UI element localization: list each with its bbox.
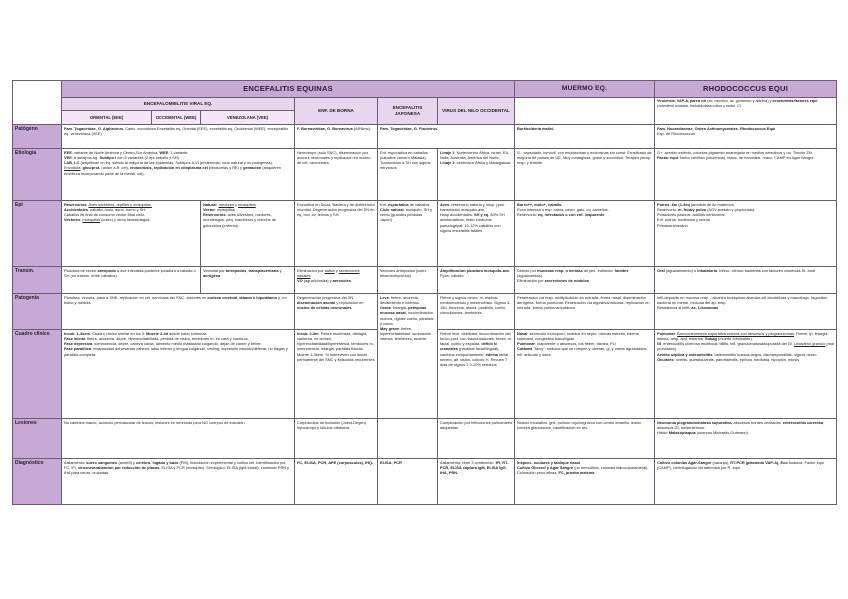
- cuadro-rhodo: Pulmonar: Bronconeumonía supurativa crónica con abscesos y piogranulomas. Fiebre, tp. letargia, disnea, resp. abd, estertos. Subag (muerte fulminante). GI: enterocolitis ulcerosa multifocal, tiflitis, infl. granulomatosa/supurada del GI. Linfadeno granulo (mal pronóstico) Artritis séptica y osteomielitis: osteomielitis huesos largos, discoespondilitis- signos neuro. Oculares: uveítis, queratouveítis, panoftalmitis, epífora, fotofobia, hipopión, miosis: [655, 330, 837, 419]
- transm-nilo: Amplificación picadura mosquito-ave. Ppos: caballo.: [438, 267, 515, 294]
- row-label-patogeno: Patógeno: [13, 125, 62, 149]
- header-venezolana: VENEZOLANA (VEE): [201, 111, 295, 125]
- rhodo-virulence-intro: Virulencia: VAP-A, pared cél (ac. micólico, ac. glutámico y alanina) y exoenzimas/factores equi (colesterol oxidasa, fosfolidrolasa colina y fosfol. C): [655, 98, 837, 125]
- etiologia-eev: EEE: variante de Norte América y Centro-Sur América. WEE: 1 variante VEE: 6 subtipos Ag. Subtipo I con 5 variantes (2 epi-caballo y SH). I-AB, I-C (amplifican en eq. siendo la mayoría de las epidemias. Subtipos II-VI (endémicas, ciclo natural y no patógenas). Envoltura: glicoprot. (unión a R. cel), endocitosis, replicación en citoplasma cél (ribosomas y RE) y gemación (adquieren envoltura incorporando parte de la memb. cel).: [62, 149, 295, 201]
- transm-rhodo: Oral (agua/alimento) o inhalatoria. Infecc. clínica: bacterias con factores virulencia-Sl- amb: [655, 267, 837, 294]
- patogeno-jap-nilo: Fam. Togaviridae, G. Flavivirus.: [378, 125, 515, 149]
- epi-rhodo: Potros -6m (1-3m) jamblida de Ac maternos. Reservorio: m. fecaly polvo (AGV acetato y propionato). Portadores pasivos: adultos herbívoros. Enf. potros: endémica y mortal. Primavera/verano: [655, 201, 837, 267]
- header-japonesa: ENCEFALITIS JAPONESA: [378, 98, 438, 125]
- row-label-patogenia: Patogenia: [13, 294, 62, 330]
- summary-table: [12, 80, 837, 505]
- lesiones-muermo: Nódulo exudativo, gris, pulmón rojo/negruzco con centro amarillo, lesión corteza granulación, caseificación en arv.: [515, 419, 655, 459]
- row-label-etiologia: Etiología: [13, 149, 62, 201]
- lesiones-nilo: Complicación por infecciones pulmonares adquiridas: [438, 419, 515, 459]
- header-nilo: VIRUS DEL NILO OCCIDENTAL: [438, 98, 515, 125]
- lesiones-eev: No cambios macro, acúmulo perivascular de leucos, lesiones en neuronas pero NO cuerpos de inclusión.: [62, 419, 295, 459]
- patogenia-borna: Degeneración progresiva del SN, diseminación axonal y replicación en núcleo de células neuronales.: [295, 294, 378, 330]
- etiologia-jap: Enf. esporádica en caballos (caballos carnero Malasia). Transmisión a SH con signos nerviosos: [378, 149, 438, 201]
- muermo-header-blank: [515, 98, 655, 125]
- patogeno-rhodo: Fam. Nocardiaceae, Orden Actinomycetales. Rhodococcus Equi Esp. de Rhodococcus: [655, 125, 837, 149]
- epi-jap: Enf. esporádica de caballos. Ciclo natural: mosquito, SH y cerdo (grandes pérdidas Japón): [378, 201, 438, 267]
- diagnostico-muermo: Inspecc. oculares y tablique nasal Cultivo Glicerol y Agar Sangre (no hemolítica, colonias blanco/parameral). Coloración peco eficaz. FC, prueba maleína: [515, 459, 655, 505]
- header-oriental: ORIENTAL (EEE): [62, 111, 152, 125]
- lesiones-borna: Corpúsculos de inclusión (Joest-Degen) hipocampo y lóbulos olfatorios.: [295, 419, 378, 459]
- epi-borna: Enzoótica en Suiza, Baviera y de distribución mundial. Degeneración progresiva del SN en eq, bov, ov, felinos y SH.: [295, 201, 378, 267]
- header-rhodococcus: RHODOCOCCUS EQUI: [655, 81, 837, 98]
- header-borna: ENF. DE BORNA: [295, 98, 378, 125]
- lesiones-jap: [378, 419, 438, 459]
- patogeno-borna: F. Bornaviridae, G. Bornavirus (ARNmc).: [295, 125, 378, 149]
- row-label-diagnostico: Diagnóstico: [13, 459, 62, 505]
- patogenia-nilo: Fiebre y signos neuro: m. espinal, romboencéfalo y mesencéfalo. Signos 3-15d. Anorexia, ataxia, parálisis, cuello, convulsiones, temblores.: [438, 294, 515, 330]
- header-occidental: OCCIDENTAL (WEE): [152, 111, 201, 125]
- patogeno-eev: Fam. Togaviridae, G. Alphavirus. Canic. zoonóticos Encefalitis eq. Oriental (EEE), encefalitis eq. Occidental (WEE), encephalitis eq. venezolana (VEE): [62, 125, 295, 149]
- transm-oriental-occidental: Picadura de vector artrópodo a ave infectada-posterior picadura a caballo o SH (no transm. entre caballos).: [62, 267, 201, 294]
- transm-venezolana: Vectorial por artrópodos, transplacentaria y aerógena: [201, 267, 295, 294]
- row-label-epi: Epi: [13, 201, 62, 267]
- cuadro-borna: Incub. 2-3m. Fiebre moderada, disfagia, sialorrea, no comen, hiperexcitabilidad/hiperestesia, temblores m., somnolencia, letargia, parálisis flácida. Muerte 1-3sem. Si sobreviven con lesión permanente del SNC y episodios recurrentes: [295, 330, 378, 419]
- cuadro-muermo: Nasal: secreción mucopuru, nódulos en septo, úlceras estrella, edema submand, congestión bacofrigido. Pulmonar: inaparente o abscesos, tos fiebre, disnea, PU Cutánea "farcy": nódulos que se rompen y ulceran, gl. y vasos agrandados, infl. articular y ósea.: [515, 330, 655, 419]
- patogenia-eev: Picadura- viremia- paso a SHE- replicación en cél, nerviosas del SNC- lesiones en corteza cerebral, tálamo e hipotálamo y -en bulbo y médula.: [62, 294, 295, 330]
- row-label-cuadro: Cuadro clínico: [13, 330, 62, 419]
- patogenia-muermo: Penetración vía resp- multiplicación en entrada- forma nasal- diseminación aerógena- forma pulmonar. Penetración vía digestiva/mucosa- replicación en entrada- forma pulmonar/cutánea: [515, 294, 655, 330]
- diagnostico-nilo: Aislamiento: nivel 3 contención. IFI, RT-PCR, ELISA captura IgM, ELISA IgG, IHA, PRN.: [438, 459, 515, 505]
- transm-jap: Vectores artrópodos (culex tritaeniorhynchus): [378, 267, 438, 294]
- epi-venezolana: Natural: roedores y mosquitos. Vector: mosquitos Reservorios: aves silvestres, roedores, murciélagos, peq. mamíferos y chinche de golondrina (invierno).: [201, 201, 295, 267]
- row-label-transm: Transm.: [13, 267, 62, 294]
- etiologia-nilo: Linaje 1: Norte/centro África, Israel, EU, India, Australia, América del Norte. Linaje 2: centro/sur África y Madagascar.: [438, 149, 515, 201]
- epi-oriental-occidental: Reservorios: Aves silvestres, reptiles y mosquitos. Accidentales: caballo, mulo, asno, homo y SH. Caballos es final de consumo vector-final ciclo. Vectores: mosquitos (culex) y otros hematófagos.: [62, 201, 201, 267]
- row-label-lesiones: Lesiones: [13, 419, 62, 459]
- lesiones-rhodo: Neumonía piogranulomatosa supurativa, abscesos bordes venitados, enterocolitis ulcerosa, abscesos GI, mesentéricos. Histio: Malacoplaquia (cuerpos Michaelis-Gutmann): [655, 419, 837, 459]
- patogenia-cuadro-jap: Leve: fiebre, anorexia, decaimiento e ictericia. Grave: letargia, petequias mucosa nasal, incoordinación motora, rigidez cuello, parálisis y coma. May grave: fiebre, hiperexcitabilidad, sudoración intensa, temblores, muerte.: [378, 294, 438, 419]
- etiologia-rhodo: G+, aerobio estricto, colonias pigmento anaranjado en medios selectivos y no. Tinción ZN Factor equi: factor colilítico (virulencia), reacc. de hemólisis, reacc. CAMP en Agar Sangre.: [655, 149, 837, 201]
- cuadro-eev: Incub. 1-3sem. Cuadro clínico similar en los 3. Muerte 2-4d desde inicio síntomas Fase inicial: fiebre, anorexia, depre, hiperexcitabilidad, pérdida de visión, temblores m. en cara y hombros. Fase depresiva: somnolencia, depre, cabeza caída, alimento medio masticado colgando, dejan de comer y beber. Fase paralítica: incapacidad del levantar cabeza, labio inferior y lengua colgando, circling, supresión micción/defecar, no tragan y parálisis completa.: [62, 330, 295, 419]
- header-encefalitis-equinas: ENCEFALITIS EQUINAS: [62, 81, 515, 98]
- epi-nilo: Aves: reservorio natural y hosp. ppal. transmisión mosquito-ave. Hosp accidentales: SH y eq, 80% SH asintomáticos, resto síndrome pseudogripal. 10-12% caballos con signos encefalitis fatales: [438, 201, 515, 267]
- patogenia-rhodo: Infil-depósito en mucosa resp. - alcanza bronquiolo-alveolar-cél dendríticas y macrófago- fagocitan bacteria en memb. mucosa del ap. resp. Resistencia al infilt. ac. Lisosomas: [655, 294, 837, 330]
- header-encefalomielitis: ENCEFALOMIELITIS VIRAL EQ.: [62, 98, 295, 111]
- corner-cell: [13, 81, 62, 125]
- transm-muermo: Directo por mucosas resp. o heridas de piel. Indirecto: fómites (agua/comida). Eliminación por secreciones de nódulos: [515, 267, 655, 294]
- diagnostico-eev: Aislamiento: suero sanguíneo (anteM) y cerebro, hígado y bazo (PM), inoculación experimental y cultivo cél. Identificación por FC, IFI, virusneutralización por reducción de placas, ELISA y PCR (mosquito). Serológico: ELISA (IgM inicial), combinar PRN y IHA para neuro. cruzadas.: [62, 459, 295, 505]
- etiologia-muermo: G-, capsulado, inmóvil, con endotoxinas y exotoxinas sin const. Erradicado de mayoría de países de UE. Muy contagiosa, grave y zoonótica. Terapéu perop. resp. y linfoide.: [515, 149, 655, 201]
- patogeno-muermo: Burkholderia mallei.: [515, 125, 655, 149]
- etiologia-borna: Neurotropo (solo SNC), diseminación por axones neuronales y replicación en núcleo de cél. neuronales.: [295, 149, 378, 201]
- diagnostico-borna: FC, ELISA, PCR, APE (corpúsculos), IHQ.: [295, 459, 378, 505]
- diagnostico-rhodo: Cultivo colonias Agar-Sangre (naranja), RT-PCR (plásmido VAP-A), Eco torácica, Factor equi (CAMP), centrifugación intradérmica por R. equi.: [655, 459, 837, 505]
- header-muermo: MUERMO EQ.: [515, 81, 655, 98]
- transm-borna: Eliminación por saliva y secreciones nasales. VO (agua/comida) y aerosoles.: [295, 267, 378, 294]
- epi-muermo: Burro++, mulo+, caballo. Poco interesa o esp: cabra, perro, gato, ov, camellos. Reservorio: eq. infectados o con enf. inaparente: [515, 201, 655, 267]
- cuadro-nilo: Fiebre leve, debilidad, incoordinación del tercio post. con fasciculaciones, tembl. m. facial, cuello y espalda, déficit N craneales (parálisis facial/lingual), cambios comportamiento, edema facial severo, alt. visión, cólicos, h. Recuen 7 días de signos 1-0-20% residuos: [438, 330, 515, 419]
- diagnostico-jap: ELISA, PCR: [378, 459, 438, 505]
